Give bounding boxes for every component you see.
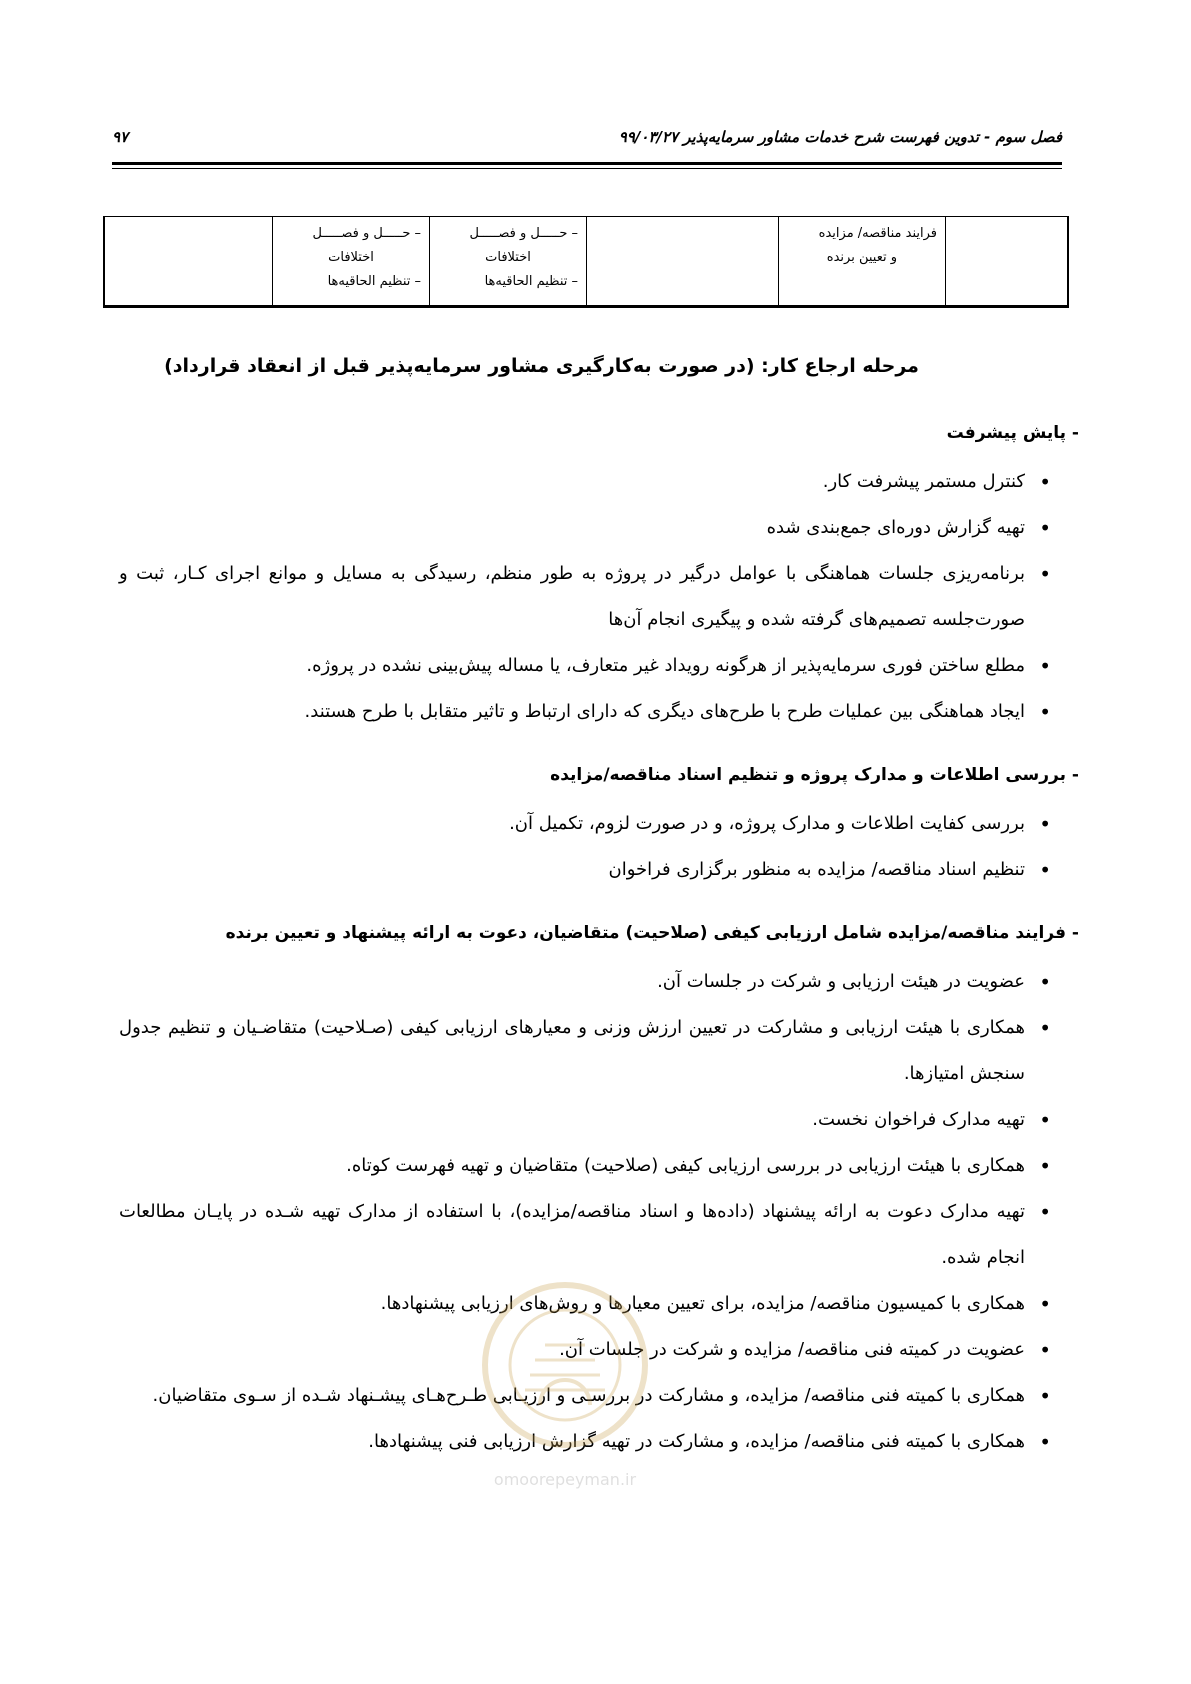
list-item: • برنامه‌ریزی جلسات هماهنگی با عوامل درگیر در پروژه به طور منظم، رسیدگی به مسایل و موانع اجرای کـار، ثبت و صورت‌جلسه تصمیم‌های گرفته شده و پیگیری انجام آن‌ها <box>119 551 1079 643</box>
cell-text: اختلافات <box>485 250 531 265</box>
cell-text: – حـــــل و فصـــــل <box>312 226 421 241</box>
header-rule-thick <box>112 162 1062 165</box>
cell-text: – تنظیم الحاقیه‌ها <box>484 274 578 289</box>
list-item: • همکاری با کمیته فنی مناقصه/ مزایده، و مشارکت در تهیه گزارش ارزیابی فنی پیشنهادها. <box>119 1419 1079 1465</box>
list-item: • کنترل مستمر پیشرفت کار. <box>119 459 1079 505</box>
bullet-list <box>119 959 1079 1465</box>
header-rule-thin <box>112 168 1062 169</box>
list-item: • تنظیم اسناد مناقصه/ مزایده به منظور برگزاری فراخوان <box>119 847 1079 893</box>
table-cell-empty <box>104 217 273 307</box>
header-title: فصل سوم - تدوین فهرست شرح خدمات مشاور سرمایه‌پذیر ۹۹/۰۳/۲۷ <box>618 128 1062 146</box>
list-item: • تهیه گزارش دوره‌ای جمع‌بندی شده <box>119 505 1079 551</box>
list-item: • بررسی کفایت اطلاعات و مدارک پروژه، و در صورت لزوم، تکمیل آن. <box>119 801 1079 847</box>
cell-text: و تعیین برنده <box>826 250 897 265</box>
bullet-list <box>119 801 1079 893</box>
main-content <box>119 355 1079 1495</box>
list-item: • تهیه مدارک دعوت به ارائه پیشنهاد (داده‌ها و اسناد مناقصه/مزایده)، با استفاده از مدارک تهیه شـده در پایـان مطالعات انجام شده. <box>119 1189 1079 1281</box>
cell-text: اختلافات <box>328 250 374 265</box>
list-item: • همکاری با هیئت ارزیابی در بررسی ارزیابی کیفی (صلاحیت) متقاضیان و تهیه فهرست کوتاه. <box>119 1143 1079 1189</box>
table-cell-duties-1 <box>430 217 587 307</box>
list-item: • تهیه مدارک فراخوان نخست. <box>119 1097 1079 1143</box>
table-cell-empty <box>946 217 1069 307</box>
table-cell-process <box>779 217 946 307</box>
table-cell-duties-2 <box>273 217 430 307</box>
cell-text: – تنظیم الحاقیه‌ها <box>327 274 421 289</box>
list-item: • عضویت در کمیته فنی مناقصه/ مزایده و شرکت در جلسات آن. <box>119 1327 1079 1373</box>
page-header <box>112 128 1062 146</box>
section-title: - پایش پیشرفت <box>946 423 1079 443</box>
list-item: • ایجاد هماهنگی بین عملیات طرح با طرح‌های دیگری که دارای ارتباط و تاثیر متقابل با طرح هستند. <box>119 689 1079 735</box>
section-title: - فرایند مناقصه/مزایده شامل ارزیابی کیفی (صلاحیت) متقاضیان، دعوت به ارائه پیشنهاد و تعیین برنده <box>225 923 1079 943</box>
table-cell-empty <box>587 217 779 307</box>
cell-text: – حـــــل و فصـــــل <box>469 226 578 241</box>
bullet-list <box>119 459 1079 735</box>
section-title: - بررسی اطلاعات و مدارک پروژه و تنظیم اسناد مناقصه/مزایده <box>550 765 1079 785</box>
list-item: • همکاری با کمیته فنی مناقصه/ مزایده، و مشارکت در بررسـی و ارزیـابی طـرح‌هـای پیشـنهاد شـده از سـوی متقاضیان. <box>119 1373 1079 1419</box>
stage-title: مرحله ارجاع کار: (در صورت به‌کارگیری مشاور سرمایه‌پذیر قبل از انعقاد قرارداد) <box>164 355 919 377</box>
continuation-table <box>103 216 1069 308</box>
page-number: ۹۷ <box>112 128 129 146</box>
list-item: • عضویت در هیئت ارزیابی و شرکت در جلسات آن. <box>119 959 1079 1005</box>
watermark-text: omoorepeyman.ir <box>493 1470 637 1489</box>
list-item: • همکاری با هیئت ارزیابی و مشارکت در تعیین ارزش وزنی و معیارهای ارزیابی کیفی (صـلاحیت) متقاضـیان و تنظیم جدول سنجش امتیازها. <box>119 1005 1079 1097</box>
list-item: • همکاری با کمیسیون مناقصه/ مزایده، برای تعیین معیارها و روش‌های ارزیابی پیشنهادها. <box>119 1281 1079 1327</box>
list-item: • مطلع ساختن فوری سرمایه‌پذیر از هرگونه رویداد غیر متعارف، یا مساله پیش‌بینی نشده در پروژه. <box>119 643 1079 689</box>
cell-text: فرایند مناقصه/ مزایده <box>818 226 937 241</box>
